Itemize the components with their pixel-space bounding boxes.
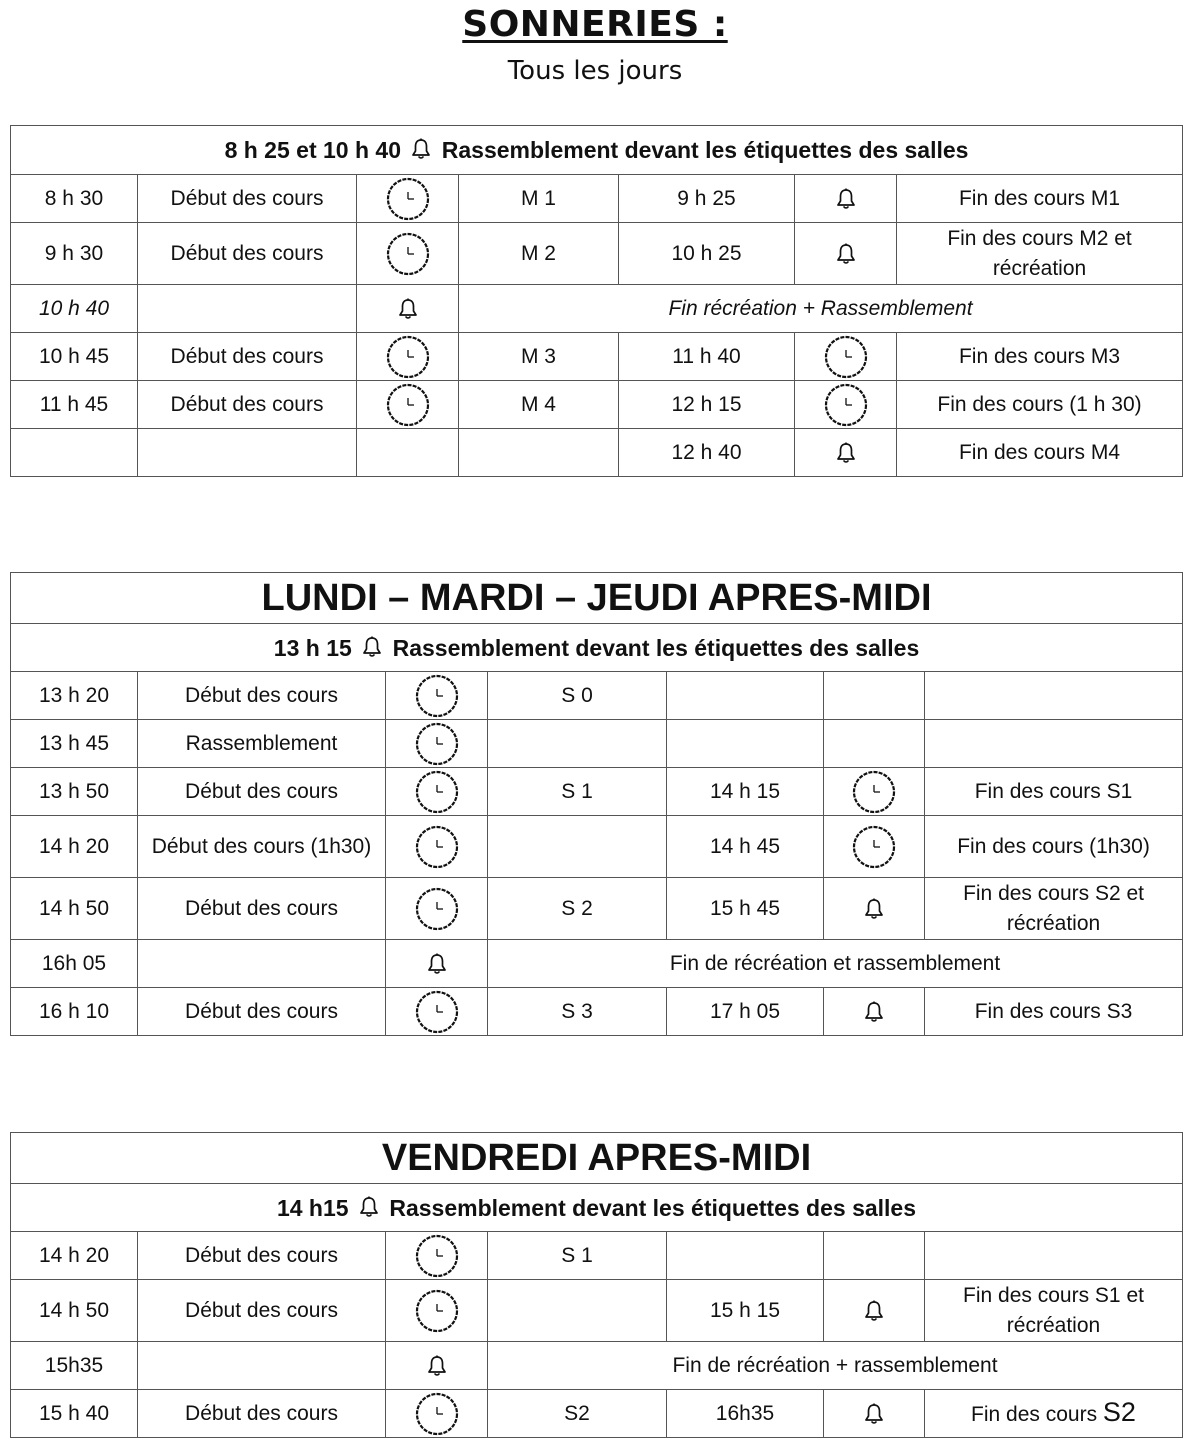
clock-icon (386, 335, 430, 379)
clock-icon (852, 825, 896, 869)
end-time: 14 h 15 (667, 768, 824, 816)
table-row (11, 940, 1183, 988)
table-row (11, 429, 1183, 477)
morning-banner-times: 8 h 25 et 10 h 40 (224, 137, 401, 163)
clock-cell (824, 768, 925, 816)
bell-icon (862, 1299, 886, 1323)
end-time: 16h35 (667, 1390, 824, 1438)
table-row (11, 720, 1183, 768)
bell-icon (834, 187, 858, 211)
end-time: 15 h 45 (667, 878, 824, 940)
section-title: LUNDI – MARDI – JEUDI APRES-MIDI (11, 573, 1183, 624)
start-label: Début des cours (138, 1390, 386, 1438)
end-label: Fin des cours M1 (897, 175, 1183, 223)
period-code: S 1 (488, 1232, 667, 1280)
clock-icon (415, 887, 459, 931)
empty-cell (667, 1232, 824, 1280)
clock-icon (415, 990, 459, 1034)
clock-icon (415, 674, 459, 718)
clock-icon (386, 232, 430, 276)
start-time: 16h 05 (11, 940, 138, 988)
clock-cell (386, 816, 488, 878)
bell-icon (396, 297, 420, 321)
bell-cell (386, 1342, 488, 1390)
table-row (11, 1280, 1183, 1342)
start-label: Début des cours (138, 381, 357, 429)
start-time: 8 h 30 (11, 175, 138, 223)
row-note: Fin récréation + Rassemblement (459, 285, 1183, 333)
clock-cell (386, 720, 488, 768)
period-code: S 1 (488, 768, 667, 816)
bell-icon (425, 952, 449, 976)
clock-cell (386, 1232, 488, 1280)
clock-cell (795, 381, 897, 429)
afternoon-banner (11, 624, 1183, 672)
end-label-text: Fin des cours (971, 1403, 1103, 1426)
morning-banner-row (11, 126, 1183, 175)
empty-cell (925, 1232, 1183, 1280)
friday-banner-row (11, 1184, 1183, 1232)
bell-icon (862, 1000, 886, 1024)
end-label-code: S2 (1102, 1397, 1136, 1427)
page-subtitle: Tous les jours (507, 56, 683, 86)
period-code: S 0 (488, 672, 667, 720)
end-label: Fin des cours M3 (897, 333, 1183, 381)
clock-cell (795, 333, 897, 381)
clock-icon (415, 1289, 459, 1333)
clock-icon (386, 177, 430, 221)
bell-cell (824, 878, 925, 940)
table-row (11, 816, 1183, 878)
end-time: 12 h 40 (619, 429, 795, 477)
start-label: Début des cours (138, 988, 386, 1036)
clock-cell (386, 988, 488, 1036)
start-label: Début des cours (138, 1232, 386, 1280)
bell-icon (834, 242, 858, 266)
table-row (11, 1232, 1183, 1280)
period-code: M 4 (459, 381, 619, 429)
table-row (11, 333, 1183, 381)
start-label: Début des cours (138, 223, 357, 285)
end-label: Fin des cours M4 (897, 429, 1183, 477)
start-time: 9 h 30 (11, 223, 138, 285)
bell-icon (409, 137, 433, 161)
afternoon-banner-row (11, 624, 1183, 672)
empty-cell (138, 285, 357, 333)
empty-cell (488, 1280, 667, 1342)
start-time: 14 h 50 (11, 1280, 138, 1342)
start-label: Début des cours (138, 1280, 386, 1342)
clock-cell (386, 1280, 488, 1342)
morning-schedule-table (10, 125, 1183, 477)
table-row (11, 988, 1183, 1036)
end-time: 15 h 15 (667, 1280, 824, 1342)
start-time: 10 h 40 (11, 285, 138, 333)
clock-cell (357, 381, 459, 429)
clock-cell (357, 223, 459, 285)
bell-icon (862, 1402, 886, 1426)
clock-icon (824, 383, 868, 427)
bell-icon (360, 635, 384, 659)
end-time: 12 h 15 (619, 381, 795, 429)
table-row (11, 175, 1183, 223)
clock-icon (824, 335, 868, 379)
section-title: VENDREDI APRES-MIDI (11, 1133, 1183, 1184)
end-time: 14 h 45 (667, 816, 824, 878)
start-label: Rassemblement (138, 720, 386, 768)
clock-cell (824, 816, 925, 878)
end-label: Fin des cours S2 et récréation (925, 878, 1183, 940)
empty-cell (459, 429, 619, 477)
section-title-row (11, 573, 1183, 624)
morning-banner-text: Rassemblement devant les étiquettes des salles (441, 137, 969, 163)
empty-cell (357, 429, 459, 477)
period-code: S 3 (488, 988, 667, 1036)
clock-cell (386, 672, 488, 720)
bell-cell (824, 988, 925, 1036)
empty-cell (925, 672, 1183, 720)
end-time: 17 h 05 (667, 988, 824, 1036)
bell-cell (795, 429, 897, 477)
period-code: S2 (488, 1390, 667, 1438)
empty-cell (488, 720, 667, 768)
end-label: Fin des cours (1 h 30) (897, 381, 1183, 429)
empty-cell (824, 720, 925, 768)
clock-icon (415, 770, 459, 814)
bell-icon (357, 1195, 381, 1219)
clock-icon (415, 825, 459, 869)
empty-cell (138, 940, 386, 988)
empty-cell (138, 1342, 386, 1390)
clock-cell (386, 768, 488, 816)
start-time: 16 h 10 (11, 988, 138, 1036)
afternoon-banner-text: Rassemblement devant les étiquettes des salles (392, 634, 920, 661)
start-label: Début des cours (138, 878, 386, 940)
clock-cell (357, 175, 459, 223)
period-code: M 2 (459, 223, 619, 285)
clock-icon (852, 770, 896, 814)
table-row (11, 672, 1183, 720)
clock-cell (386, 878, 488, 940)
friday-schedule-table (10, 1132, 1183, 1438)
start-label: Début des cours (138, 768, 386, 816)
clock-icon (415, 1234, 459, 1278)
bell-cell (386, 940, 488, 988)
empty-cell (667, 672, 824, 720)
clock-cell (386, 1390, 488, 1438)
table-row (11, 223, 1183, 285)
bell-icon (425, 1354, 449, 1378)
table-row (11, 1342, 1183, 1390)
period-code: M 1 (459, 175, 619, 223)
start-label: Début des cours (138, 333, 357, 381)
afternoon-banner-time: 13 h 15 (273, 634, 352, 661)
bell-cell (824, 1280, 925, 1342)
bell-icon (834, 441, 858, 465)
start-label: Début des cours (138, 175, 357, 223)
start-time: 15h35 (11, 1342, 138, 1390)
empty-cell (138, 429, 357, 477)
start-time: 10 h 45 (11, 333, 138, 381)
start-time: 13 h 45 (11, 720, 138, 768)
empty-cell (488, 816, 667, 878)
start-time: 13 h 20 (11, 672, 138, 720)
table-row (11, 381, 1183, 429)
clock-icon (415, 1392, 459, 1436)
end-label: Fin des cours S1 et récréation (925, 1280, 1183, 1342)
end-label: Fin des cours M2 et récréation (897, 223, 1183, 285)
start-label: Début des cours (138, 672, 386, 720)
clock-icon (386, 383, 430, 427)
empty-cell (925, 720, 1183, 768)
friday-banner (11, 1184, 1183, 1232)
row-note: Fin de récréation et rassemblement (488, 940, 1183, 988)
page-title: SONNERIES : (462, 4, 728, 45)
empty-cell (667, 720, 824, 768)
start-time: 14 h 20 (11, 1232, 138, 1280)
end-label: Fin des cours S3 (925, 988, 1183, 1036)
morning-banner (11, 126, 1183, 175)
bell-cell (824, 1390, 925, 1438)
bell-cell (795, 223, 897, 285)
mon-tue-thu-schedule-table (10, 572, 1183, 1036)
end-time: 11 h 40 (619, 333, 795, 381)
bell-icon (862, 897, 886, 921)
end-label: Fin des cours (1h30) (925, 816, 1183, 878)
end-label: Fin des cours S1 (925, 768, 1183, 816)
empty-cell (824, 672, 925, 720)
bell-cell (357, 285, 459, 333)
empty-cell (824, 1232, 925, 1280)
start-time: 14 h 20 (11, 816, 138, 878)
friday-banner-text: Rassemblement devant les étiquettes des salles (389, 1194, 917, 1221)
table-row (11, 768, 1183, 816)
start-time: 11 h 45 (11, 381, 138, 429)
start-time: 13 h 50 (11, 768, 138, 816)
row-note: Fin de récréation + rassemblement (488, 1342, 1183, 1390)
table-row (11, 285, 1183, 333)
clock-icon (415, 722, 459, 766)
period-code: M 3 (459, 333, 619, 381)
end-time: 9 h 25 (619, 175, 795, 223)
friday-banner-time: 14 h15 (276, 1194, 349, 1221)
empty-cell (11, 429, 138, 477)
table-row (11, 1390, 1183, 1438)
bell-cell (795, 175, 897, 223)
start-time: 14 h 50 (11, 878, 138, 940)
start-label: Début des cours (1h30) (138, 816, 386, 878)
section-title-row (11, 1133, 1183, 1184)
period-code: S 2 (488, 878, 667, 940)
clock-cell (357, 333, 459, 381)
start-time: 15 h 40 (11, 1390, 138, 1438)
end-label (925, 1390, 1183, 1438)
end-time: 10 h 25 (619, 223, 795, 285)
table-row (11, 878, 1183, 940)
